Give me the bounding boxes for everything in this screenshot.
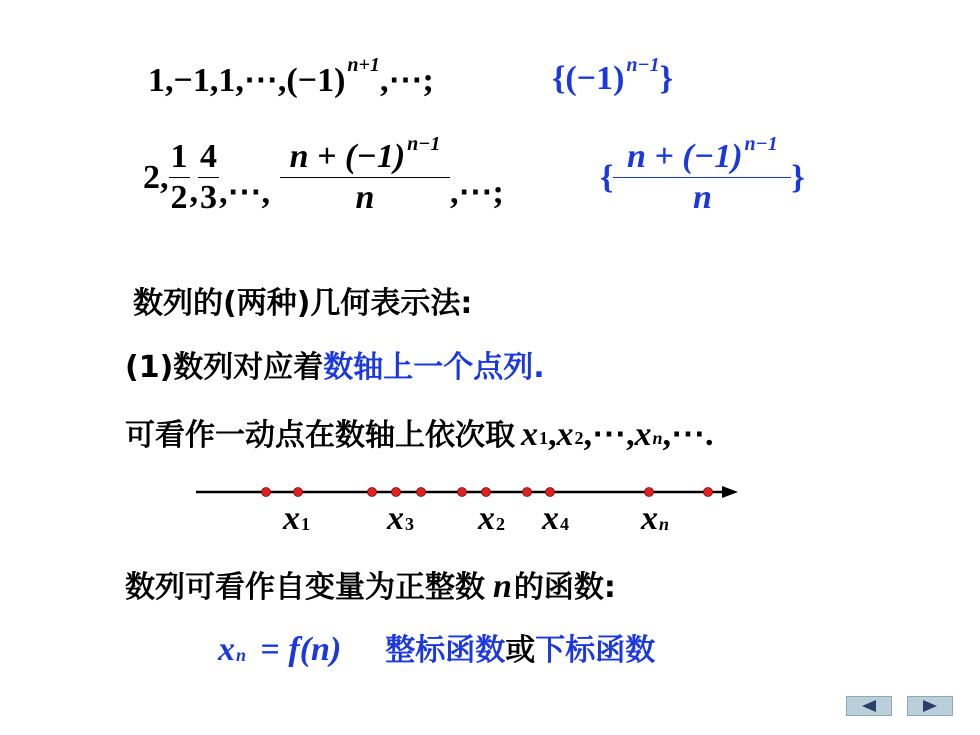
general-term-fraction	[280, 133, 450, 216]
fraction-bar	[280, 177, 450, 178]
sequence-line-1	[148, 54, 434, 100]
fraction-numerator	[625, 133, 780, 175]
fraction-denominator: 2	[170, 179, 188, 216]
sequence-set-2	[600, 133, 805, 216]
term-x: x	[521, 416, 538, 453]
set-open: {	[600, 158, 614, 196]
axis-label-var: x	[478, 500, 495, 537]
axis-label-sub: 1	[301, 514, 310, 534]
separator: ,⋯.	[662, 416, 714, 453]
axis-point	[482, 488, 491, 497]
item1-description	[125, 410, 714, 454]
axis-arrow	[722, 486, 738, 498]
set-open: {(−1)	[552, 60, 625, 97]
fraction-bar	[198, 177, 219, 178]
separator: ,⋯,	[583, 416, 635, 453]
axis-point	[704, 488, 713, 497]
sequence-line-2	[143, 133, 504, 216]
axis-point	[417, 488, 426, 497]
term-x: x	[556, 416, 574, 453]
separator: ,	[548, 416, 557, 453]
axis-label-xn	[641, 500, 669, 538]
item2-variable: n	[493, 568, 512, 605]
axis-point	[392, 488, 401, 497]
set-exponent: n−1	[626, 54, 660, 76]
description-text: 可看作一动点在数轴上依次取	[125, 418, 515, 453]
fraction-numerator: 1	[170, 138, 188, 175]
axis-point	[523, 488, 532, 497]
axis-point	[645, 488, 654, 497]
ellipsis: ,⋯,	[219, 173, 270, 211]
formula-equals: =	[260, 631, 289, 668]
fraction-denominator: 3	[200, 179, 217, 216]
axis-label-x2	[478, 500, 505, 538]
axis-label-x4	[542, 500, 569, 538]
axis-label-var: x	[641, 500, 658, 537]
fraction-denominator: n	[355, 179, 375, 216]
item1-highlight: 数轴上一个点列	[323, 350, 534, 385]
fraction-bar	[613, 177, 791, 178]
axis-label-x1	[283, 500, 310, 538]
set-close: }	[659, 60, 674, 97]
fraction-denominator: n	[692, 179, 712, 216]
term-subscript: 2	[574, 428, 584, 448]
exponent: n+1	[347, 54, 380, 76]
exponent: n−1	[407, 133, 441, 155]
axis-label-var: x	[542, 500, 559, 537]
first-term: 2,	[143, 158, 169, 196]
axis-point	[458, 488, 467, 497]
representation-item-1	[125, 342, 545, 386]
formula-names	[385, 625, 655, 669]
item2-text-b: 的函数:	[513, 570, 616, 605]
formula-or: 或	[505, 633, 536, 668]
axis-label-sub: 2	[496, 514, 505, 534]
term-subscript: 1	[539, 428, 548, 448]
axis-label-var: x	[283, 500, 300, 537]
exponent: n−1	[744, 133, 778, 155]
fraction-numerator	[288, 133, 443, 175]
item1-dot: .	[533, 350, 545, 385]
item1-prefix: (1)数列对应着	[125, 350, 324, 385]
sequence-set-1	[552, 54, 674, 98]
axis-label-sub: 3	[405, 514, 414, 534]
axis-label-sub: 4	[560, 514, 569, 534]
comma: ,	[189, 172, 198, 210]
formula-argument: (n)	[299, 631, 342, 668]
fraction-one-half	[169, 140, 190, 215]
previous-slide-button[interactable]	[846, 696, 892, 716]
axis-label-x3	[387, 500, 414, 538]
term-x: x	[634, 416, 652, 453]
formula-expression	[218, 631, 341, 669]
sequence-tail: ,⋯;	[379, 62, 434, 99]
index-function-formula	[218, 625, 655, 669]
arrow-left-icon	[862, 700, 876, 712]
axis-point	[368, 488, 377, 497]
item2-text-a: 数列可看作自变量为正整数	[125, 570, 485, 605]
next-slide-button[interactable]	[907, 696, 953, 716]
axis-point	[294, 488, 303, 497]
sequence-tail: ,⋯;	[450, 173, 504, 211]
set-close: }	[791, 158, 805, 196]
representation-item-2	[125, 562, 616, 606]
formula-lhs: x	[218, 631, 235, 668]
set-fraction	[613, 133, 791, 216]
axis-point	[546, 488, 555, 497]
axis-label-sub: n	[659, 514, 670, 534]
formula-name-a: 整标函数	[385, 633, 506, 668]
axis-label-var: x	[387, 500, 404, 537]
term-subscript: n	[652, 428, 663, 448]
formula-lhs-sub: n	[236, 645, 247, 665]
description-terms	[521, 414, 714, 454]
axis-point	[262, 488, 271, 497]
numerator-text: n + (−1)	[627, 138, 743, 175]
formula-name-b: 下标函数	[535, 633, 656, 668]
formula-function: f	[288, 631, 300, 668]
sequence-alternating: 1,−1,1,⋯,(−1)	[148, 62, 346, 99]
fraction-bar	[169, 177, 190, 178]
section-heading: 数列的(两种)几何表示法:	[133, 286, 473, 321]
numerator-text: n + (−1)	[289, 138, 406, 175]
fraction-four-thirds	[198, 140, 219, 215]
arrow-right-icon	[923, 700, 937, 712]
fraction-numerator: 4	[200, 138, 217, 175]
